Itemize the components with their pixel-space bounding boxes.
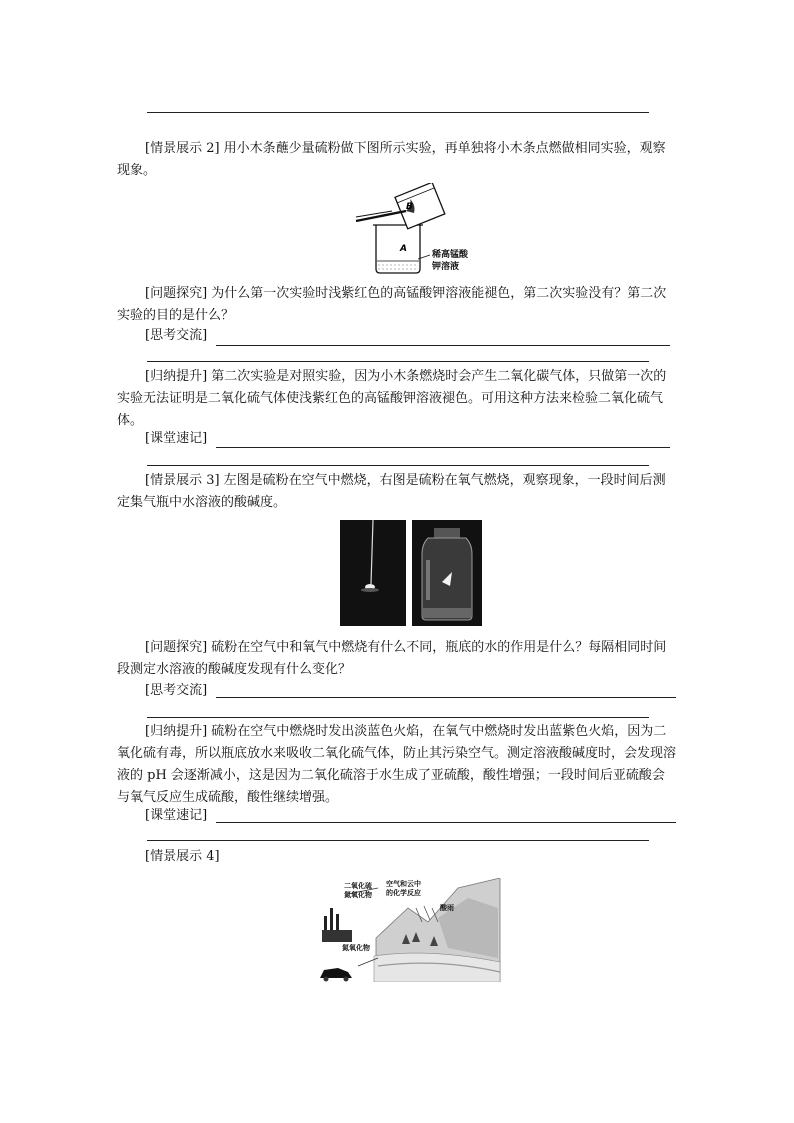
inquiry3-text: [问题探究] 硫粉在空气中和氧气中燃烧有什么不同，瓶底的水的作用是什么？每隔相同时间段测定水溶液的酸碱度发现有什么变化？ — [117, 640, 667, 677]
scenario3-text: [情景展示 3] 左图是硫粉在空气中燃烧，右图是硫粉在氧气燃烧，观察现象，一段时间后测定集气瓶中水溶液的酸碱度。 — [117, 473, 666, 510]
label-b: B — [406, 202, 413, 212]
label-nox: 氮氧化物 — [342, 944, 370, 952]
discussion3-line-2 — [147, 717, 649, 718]
sulfur-in-air-photo — [340, 520, 406, 626]
notes2-line-1 — [216, 447, 670, 448]
summary3-text: [归纳提升] 硫粉在空气中燃烧时发出淡蓝色火焰，在氧气中燃烧时发出蓝紫色火焰，因为二氧化硫有毒，所以瓶底放水来吸收二氧化硫气体，防止其污染空气。测定溶液酸碱度时，会发现溶液的 pH 会逐渐减小，这是因为二氧化硫溶于水生成了亚硫酸，酸性增强；一段时间后亚硫酸会与氧气反应生成硫酸，酸性继续增强。 — [117, 724, 677, 805]
label-a: A — [400, 244, 407, 254]
label-cloud-reaction: 空气和云中 的化学反应 — [386, 880, 421, 897]
scenario4-label: [情景展示 4] — [145, 849, 220, 864]
discussion2-line-2 — [147, 361, 649, 362]
discussion2-label: [思考交流] — [145, 328, 208, 343]
summary2-text: [归纳提升] 第二次实验是对照实验，因为小木条燃烧时会产生二氧化碳气体，只做第一次的实验无法证明是二氧化硫气体使浅紫红色的高锰酸钾溶液褪色。可用这种方法来检验二氧化硫气体。 — [117, 369, 667, 428]
inquiry2-text: [问题探究] 为什么第一次实验时浅紫红色的高锰酸钾溶液能褪色，第二次实验没有？第二次实验的目的是什么？ — [117, 286, 667, 323]
notes3-line-1 — [216, 822, 676, 823]
label-so2-nox: 二氧化硫 氮氧化物 — [344, 882, 372, 899]
discussion3-label: [思考交流] — [145, 683, 208, 698]
notes2-label: [课堂速记] — [145, 431, 208, 446]
sulfur-experiment-figure — [354, 183, 494, 275]
notes3-label: [课堂速记] — [145, 808, 208, 823]
acid-rain-diagram — [318, 878, 502, 982]
solution-label: 稀高锰酸钾溶液 — [432, 250, 469, 272]
label-acid-rain: 酸雨 — [440, 904, 454, 912]
discussion3-line-1 — [216, 697, 676, 698]
sulfur-in-oxygen-photo — [412, 520, 482, 626]
scenario2-text: [情景展示 2] 用小木条蘸少量硫粉做下图所示实验，再单独将小木条点燃做相同实验，观察现象。 — [117, 141, 666, 178]
notes2-line-2 — [147, 465, 649, 466]
top-answer-line — [147, 112, 649, 113]
discussion2-line-1 — [216, 345, 670, 346]
notes3-line-2 — [147, 840, 649, 841]
